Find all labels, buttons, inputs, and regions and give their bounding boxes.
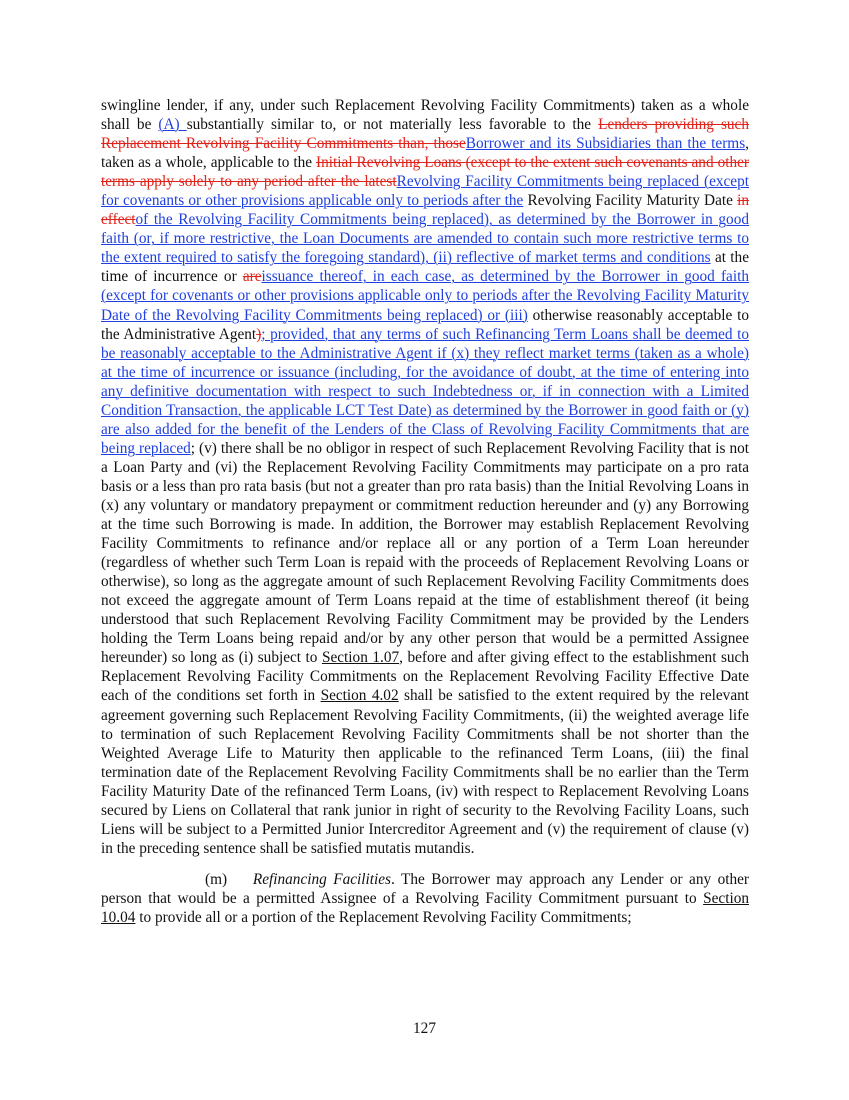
inserted-text: Borrower and its Subsidiaries than the terms [465,135,746,153]
inserted-text: ; provided, that any terms of such Refinancing Term Loans shall be deemed to be reasonably acceptable to the Administrative Agent if (x) they reflect market terms (taken as a whole) at the time of incurrence or issuance (including, for the avoidance of doubt, at the time of entering into any definitive documentation with respect to such Indebtedness or, if in connection with a Limited Condition Transaction, the applicable LCT Test Date) as determined by the Borrower in good faith or (y) are also added for the benefit of the Lenders of the Class of Revolving Facility Commitments that are being replaced [101,325,749,457]
text-run: swingline lender, if any, under such Replacement Revolving Facility Commitments) taken as a whole shall be [101,97,749,134]
section-reference: Section 1.07 [321,649,400,667]
text-run: , before and after giving effect to the establishment such Replacement Revolving Facility Commitments on the Replacement Revolving Facility Effective Date each of the conditions set forth in [101,649,749,705]
paragraph-clause-m [101,870,749,927]
text-run: Revolving Facility Maturity Date [523,192,738,210]
clause-text-1: The Borrower may approach any Lender or any other person that would be a permitted Assignee of a Revolving Facility Commitment pursuant to [101,870,750,907]
deleted-text: Initial Revolving Loans (except to the extent such covenants and other terms apply solely to any period after the latest [101,154,750,191]
text-run: otherwise reasonably acceptable to the Administrative Agent [101,306,749,343]
document-page [101,96,749,927]
paragraph-clause-l [101,96,749,858]
page-number: 127 [413,1020,436,1037]
clause-heading-punct: . [391,870,395,888]
inserted-text: (A) [158,116,187,134]
inserted-text: of the Revolving Facility Commitments being replaced), as determined by the Borrower in good faith (or, if more restrictive, the Loan Documents are amended to contain such more restrictive terms to the extent required to satisfy the foregoing standard), (ii) reflective of market terms and conditions [101,211,749,267]
inserted-text: Revolving Facility Commitments being replaced (except for covenants or other provisions applicable only to periods after the [101,173,749,210]
section-reference: Section 10.04 [101,889,749,926]
clause-text-2: to provide all or a portion of the Replacement Revolving Facility Commitments; [135,908,632,926]
deleted-text: Lenders providing such Replacement Revolving Facility Commitments than, those [101,116,749,153]
text-run: ; (v) there shall be no obligor in respect of such Replacement Revolving Facility that is not a Loan Party and (vi) the Replacement Revolving Facility Commitments may participate on a pro rata basis or a less than pro rata basis (but not a greater than pro rata basis) than the Initial Revolving Loans in (x) any voluntary or mandatory prepayment or commitment reduction hereunder and (y) any Borrowing at the time such Borrowing is made. In addition, the Borrower may establish Replacement Revolving Facility Commitments to refinance and/or replace all or any portion of a Term Loan hereunder (regardless of whether such Term Loan is repaid with the proceeds of Replacement Revolving Loans or otherwise), so long as the aggregate amount of such Replacement Revolving Facility Commitments does not exceed the aggregate amount of Term Loans repaid at the time of establishment thereof (it being understood that such Replacement Revolving Facility Commitment may be provided by the Lenders holding the Term Loans being repaid and/or by any other person that would be a permitted Assignee hereunder) so long as (i) subject to [101,439,750,667]
deleted-text: are [242,268,262,286]
clause-heading: Refinancing Facilities [252,870,392,888]
text-run: substantially similar to, or not materially less favorable to the [186,116,599,134]
inserted-text: issuance thereof, in each case, as determined by the Borrower in good faith (except for covenants or other provisions applicable only to periods after the Revolving Facility Maturity Date of the Revolving Facility Commitments being replaced) or (iii) [101,268,749,324]
text-run: , taken as a whole, applicable to the [101,135,749,172]
clause-label: (m) [205,870,228,888]
section-reference: Section 4.02 [320,687,399,705]
deleted-text: in effect [101,192,749,229]
text-run: shall be satisfied to the extent required by the relevant agreement governing such Replacement Revolving Facility Commitments, (ii) the weighted average life to termination of such Replacement Revolving Facility Commitments shall be not shorter than the Weighted Average Life to Maturity then applicable to the refinanced Term Loans, (iii) the final termination date of the Replacement Revolving Facility Commitments shall be no earlier than the Term Facility Maturity Date of the refinanced Term Loans, (iv) with respect to Replacement Revolving Loans secured by Liens on Collateral that rank junior in right of security to the Revolving Facility Loans, such Liens will be subject to a Permitted Junior Intercreditor Agreement and (v) the requirement of clause (v) in the preceding sentence shall be satisfied mutatis mutandis. [101,687,750,857]
deleted-text: ) [256,325,262,343]
text-run: at the time of incurrence or [101,249,749,286]
